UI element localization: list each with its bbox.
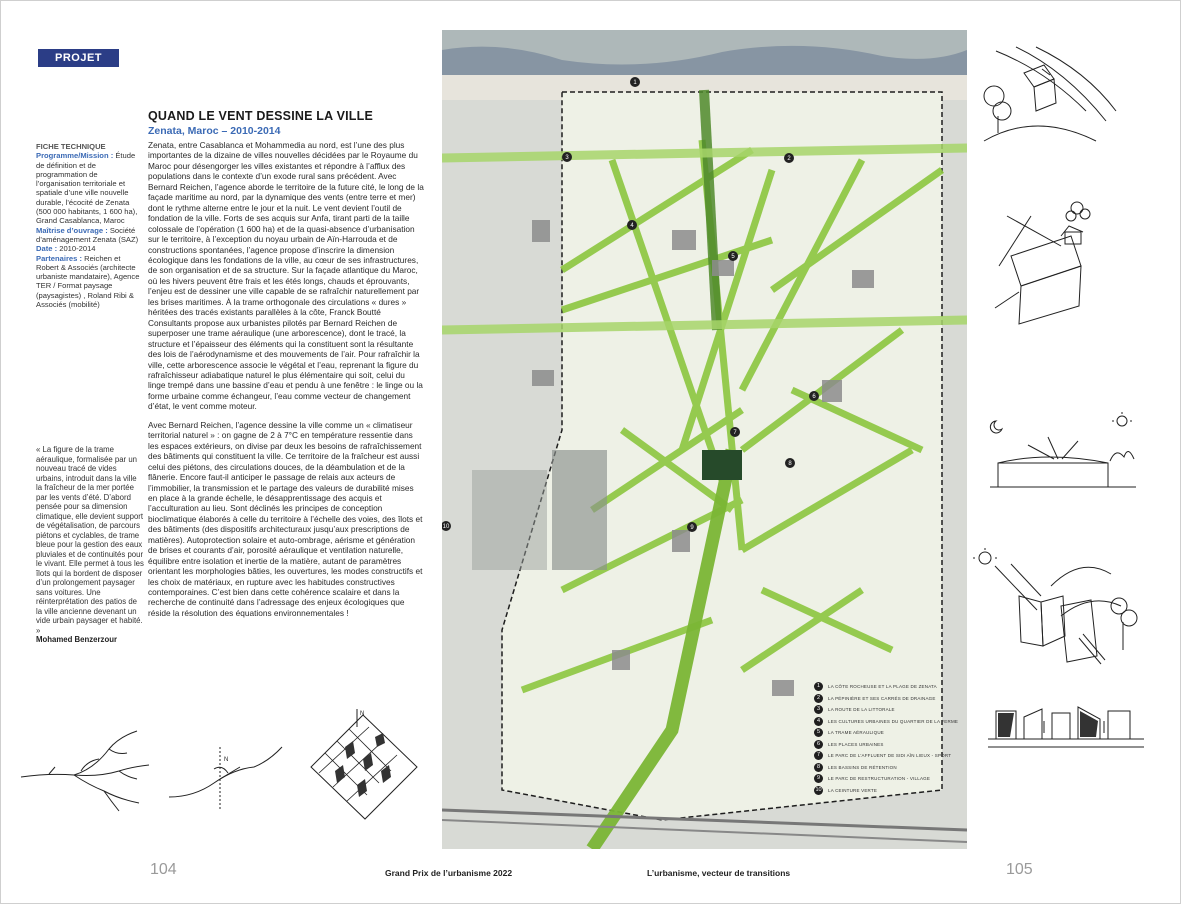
legend-number: 3 (814, 705, 823, 714)
legend-number: 10 (815, 786, 822, 793)
day-night-section-sketch (988, 411, 1138, 501)
map-marker: 10 (442, 524, 450, 530)
map-marker: 9 (690, 525, 694, 531)
legend-label: LA TRAME AÉRAULIQUE (828, 730, 884, 735)
legend-item (814, 763, 959, 775)
sun-shading-sketch (971, 546, 1141, 676)
fiche-value: Reichen et Robert & Associés (architecte urbaniste mandataire), Agence TER / Format paysage (paysagistes) , Roland Ribi & Associés (mobilité) (36, 253, 140, 310)
legend-number: 2 (814, 694, 823, 703)
fiche-value: 2010-2014 (57, 244, 96, 254)
legend-item (814, 728, 959, 740)
map-legend (814, 682, 959, 797)
fiche-key: Maîtrise d’ouvrage : (36, 225, 108, 235)
legend-number: 4 (814, 717, 823, 726)
legend-item (814, 751, 959, 763)
legend-item (814, 786, 959, 798)
fiche-programme (36, 151, 144, 225)
legend-label: LES BASSINS DE RÉTENTION (828, 764, 897, 770)
legend-label: LA CÔTE ROCHEUSE ET LA PLAGE DE ZENATA (828, 684, 937, 689)
legend-item (814, 682, 959, 694)
map-marker: 1 (633, 80, 637, 86)
legend-number: 7 (814, 751, 823, 760)
legend-number: 6 (814, 740, 823, 749)
article-title: QUAND LE VENT DESSINE LA VILLE (148, 109, 374, 123)
map-marker: 6 (812, 394, 816, 400)
legend-number: 9 (814, 774, 823, 783)
quote-text: « La figure de la trame aéraulique, formalisée par un nouveau tracé de vides urbains, introduit dans la ville la fraîcheur de la mer portée par les vents d’été. D’abord pensée pour sa dimension climatique, elle devient support de végétalisation, de parcours piétons et cyclables, de trame bleue pour la gestion des eaux pluviales et de continuités pour le vivant. Elle permet à tous les îlots qui la bordent de disposer d’un prolongement paysager sans voitures. Une réinterprétation des patios de la ville ancienne devenant un vide urbain paysager et habité. » (36, 445, 144, 635)
svg-text:N: N (224, 757, 229, 763)
map-marker: 3 (565, 155, 569, 161)
fiche-partenaires (36, 254, 144, 310)
map-marker: 7 (733, 430, 737, 436)
legend-item (814, 705, 959, 717)
map-marker: 2 (787, 156, 791, 162)
article-body (148, 140, 424, 626)
fiche-heading: FICHE TECHNIQUE (36, 142, 106, 151)
legend-label: LES CULTURES URBAINES DU QUARTIER DE LA FERME (828, 718, 959, 724)
legend-label: LE PARC DE L’AFFLUENT DE SIDI AÏN LIEUX - SPORT (828, 753, 952, 758)
legend-label: LE PARC DE RESTRUCTURATION - VILLAGE (828, 776, 931, 781)
urban-grid-sketch (305, 707, 423, 825)
fiche-key: Partenaires : (36, 253, 83, 263)
fiche-date (36, 244, 144, 253)
legend-number: 8 (814, 763, 823, 772)
legend-number: 1 (814, 682, 823, 691)
body-paragraph: Avec Bernard Reichen, l’agence dessine la ville comme un « climatiseur territorial naturel » : on gagne de 2 à 7°C en température ressentie dans les espaces extérieurs, on divise par deux les besoins de rafraîchissement des bâtiments qui constituent la ville. Ce territoire de la fraîcheur est aussi celui des piétons, des circulations douces, de la déambulation et de la flânerie. Encore faut-il anticiper le passage de relais aux acteurs de l’immobilier, la transmission et le partage des valeurs de durabilité mises en place à la grande échelle, le désapprentissage des acquis et l’acculturation au lieu. Sont déclinés les principes de conception bioclimatique élaborés à celle du territoire à l’échelle des voies, des îlots et des bâtiments (des dispositifs architecturaux jusqu’aux prescriptions de matières). Autoprotection solaire et auto-ombrage, aérisme et génération de brises et courants d’air, porosité aéraulique et ventilation naturelle, équilibre entre isolation et inertie de la matière, autant de paramètres orientant les morphologies bâties, les ouvertures, les modes constructifs et les choix de matériaux, en rupture avec les habitudes constructives contemporaines. C’est bien dans cette cohérence scalaire et dans la recherche de continuité dans l’adressage des enjeux écologiques que réside la résolution des équations environnementales ! (148, 419, 423, 618)
legend-label: LA ROUTE DE LA LITTORALE (828, 707, 895, 712)
building-ventilation-sketch (991, 196, 1101, 331)
article-subtitle: Zenata, Maroc – 2010-2014 (148, 125, 281, 137)
coast-wind-sketch (976, 41, 1121, 151)
svg-text:N: N (360, 711, 365, 717)
fiche-key: Date : (36, 244, 58, 254)
page-number-right: 105 (1006, 861, 1033, 878)
fiche-value: Étude de définition et de programmation de l’organisation territoriale et spatiale d’une ville nouvelle durable, l’écocité de Zenata (500 000 habitants, 1 600 ha), Grand Casablanca, Maroc (36, 151, 138, 226)
legend-item (814, 717, 959, 729)
map-marker: 8 (788, 461, 792, 467)
legend-label: LA PÉPINIÈRE ET SES CARRÉS DE DRAINAGE (828, 695, 936, 701)
fiche-maitrise (36, 226, 144, 245)
running-title-right: L’urbanisme, vecteur de transitions (647, 868, 791, 878)
legend-item (814, 694, 959, 706)
legend-label: LA CEINTURE VERTE (828, 787, 878, 793)
quote-author: Mohamed Benzerzour (36, 635, 118, 644)
map-marker: 5 (731, 254, 735, 260)
street-profile-sketch (986, 691, 1146, 761)
section-badge: PROJET (38, 49, 119, 67)
page-number-left: 104 (150, 861, 177, 878)
fiche-key: Programme/Mission : (36, 151, 114, 161)
running-title-left: Grand Prix de l’urbanisme 2022 (385, 868, 513, 878)
legend-item (814, 774, 959, 786)
fiche-value: Société d’aménagement Zenata (SAZ) (36, 225, 139, 244)
wind-direction-sketch (164, 739, 289, 819)
legend-number: 5 (814, 728, 823, 737)
map-marker: 4 (630, 223, 634, 229)
legend-item (814, 740, 959, 752)
fiche-technique (36, 142, 144, 309)
pull-quote (36, 445, 144, 645)
legend-label: LES PLACES URBAINES (828, 741, 884, 747)
body-paragraph: Zenata, entre Casablanca et Mohammedia au nord, est l’une des plus importantes de la dizaine de villes nouvelles décidées par le Royaume du Maroc pour désengorger les villes existantes et répondre à l’afflux des populations dans le contexte d’un exode rural sans précédent. Avec Bernard Reichen, l’agence aborde le territoire de la future cité, le long de la façade maritime au nord, par la dynamique des vents (entre terre et mer) dont le rythme alterne entre le jour et la nuit. Le vent devient l’outil de fondation de la ville. Forts de ses acquis sur Anfa, tirant parti de la taille colossale de l’opération (1 600 ha) et de la quasi-absence d’urbanisation sur le territoire, à l’exception du noyau urbain de Aïn-Harrouda et de constructions spontanées, l’agence propose d’inscrire la dimension écologique dans les fondations de la ville, au cœur de ses infrastructures, de son organisation et de sa structure. Sur la façade atlantique du Maroc, où les hivers peuvent être frais et les étés longs, chauds et éprouvants, l’enjeu est de dessiner une ville capable de se rafraîchir naturellement par les brises maritimes. À la trame orthogonale des circulations « dures » héritées des tracés existants parallèles à la côte, Franck Boutté Consultants propose aux urbanistes pilotés par Bernard Reichen de superposer une trame aéraulique (une arborescence), dont le tracé, la structure et l’épaisseur des éléments qui la constituent sont la résultante des lois de l’aérodynamisme et des mouvements de l’air. Pour rafraîchir la ville, cette arborescence associe le végétal et l’eau, reprenant la figure du rafraîchisseur adiabatique naturel le plus élémentaire qui soit, celui du linge trempé dans une bassine d’eau et pendu à une fenêtre : le linge ou la forme urbaine comme échangeur, l’eau comme vecteur de changement d’état, le vent comme moteur. (148, 140, 424, 412)
wind-branch-sketch (19, 719, 154, 819)
